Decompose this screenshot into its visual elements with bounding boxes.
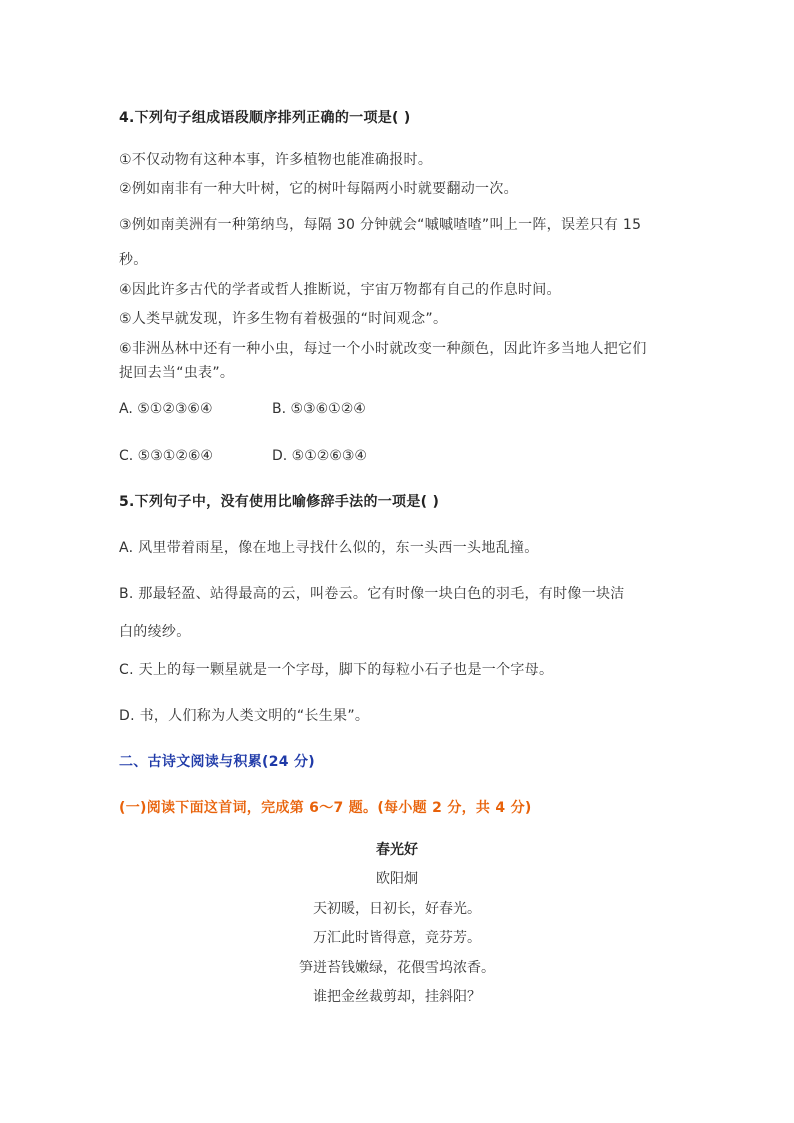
q5-option-a: A. 风里带着雨星，像在地上寻找什么似的，东一头西一头地乱撞。 [119,540,539,556]
section-2-heading: 二、古诗文阅读与积累(24 分) [119,754,315,770]
q4-option-a: A. ⑤①②③⑥④ [119,401,213,417]
poem-line-4: 谁把金丝裁剪却，挂斜阳？ [313,989,481,1005]
q5-option-b-cont: 白的绫纱。 [119,624,191,640]
q5-option-d: D. 书，人们称为人类文明的“长生果”。 [119,708,370,724]
q4-option-c: C. ⑤③①②⑥④ [119,448,213,464]
q4-sentence-6-cont: 捉回去当“虫表”。 [119,365,235,381]
question-5-title: 5.下列句子中，没有使用比喻修辞手法的一项是( ) [119,494,440,510]
question-4-title: 4.下列句子组成语段顺序排列正确的一项是( ) [119,110,411,126]
poem-author: 欧阳炯 [376,871,418,887]
q4-sentence-6: ⑥非洲丛林中还有一种小虫，每过一个小时就改变一种颜色，因此许多当地人把它们 [119,341,647,357]
q4-sentence-4: ④因此许多古代的学者或哲人推断说，宇宙万物都有自己的作息时间。 [119,282,561,298]
poem-line-1: 天初暖，日初长，好春光。 [313,901,481,917]
poem-title: 春光好 [376,842,418,858]
section-2-subheading: (一)阅读下面这首词，完成第 6～7 题。(每小题 2 分，共 4 分) [119,800,532,816]
q5-option-c: C. 天上的每一颗星就是一个字母，脚下的每粒小石子也是一个字母。 [119,662,554,678]
q4-sentence-3-cont: 秒。 [119,252,148,268]
q4-sentence-1: ①不仅动物有这种本事，许多植物也能准确报时。 [119,152,433,168]
poem-line-2: 万汇此时皆得意，竞芬芳。 [313,930,481,946]
q4-option-b: B. ⑤③⑥①②④ [272,401,366,417]
q5-option-b: B. 那最轻盈、站得最高的云，叫卷云。它有时像一块白色的羽毛，有时像一块洁 [119,586,625,602]
q4-sentence-5: ⑤人类早就发现，许多生物有着极强的“时间观念”。 [119,311,448,327]
q4-sentence-2: ②例如南非有一种大叶树，它的树叶每隔两小时就要翻动一次。 [119,181,518,197]
q4-option-d: D. ⑤①②⑥③④ [272,448,367,464]
q4-sentence-3: ③例如南美洲有一种第纳鸟，每隔 30 分钟就会“嘁嘁喳喳”叫上一阵，误差只有 15 [119,217,642,233]
poem-line-3: 笋迸苔钱嫩绿，花偎雪坞浓香。 [299,960,495,976]
